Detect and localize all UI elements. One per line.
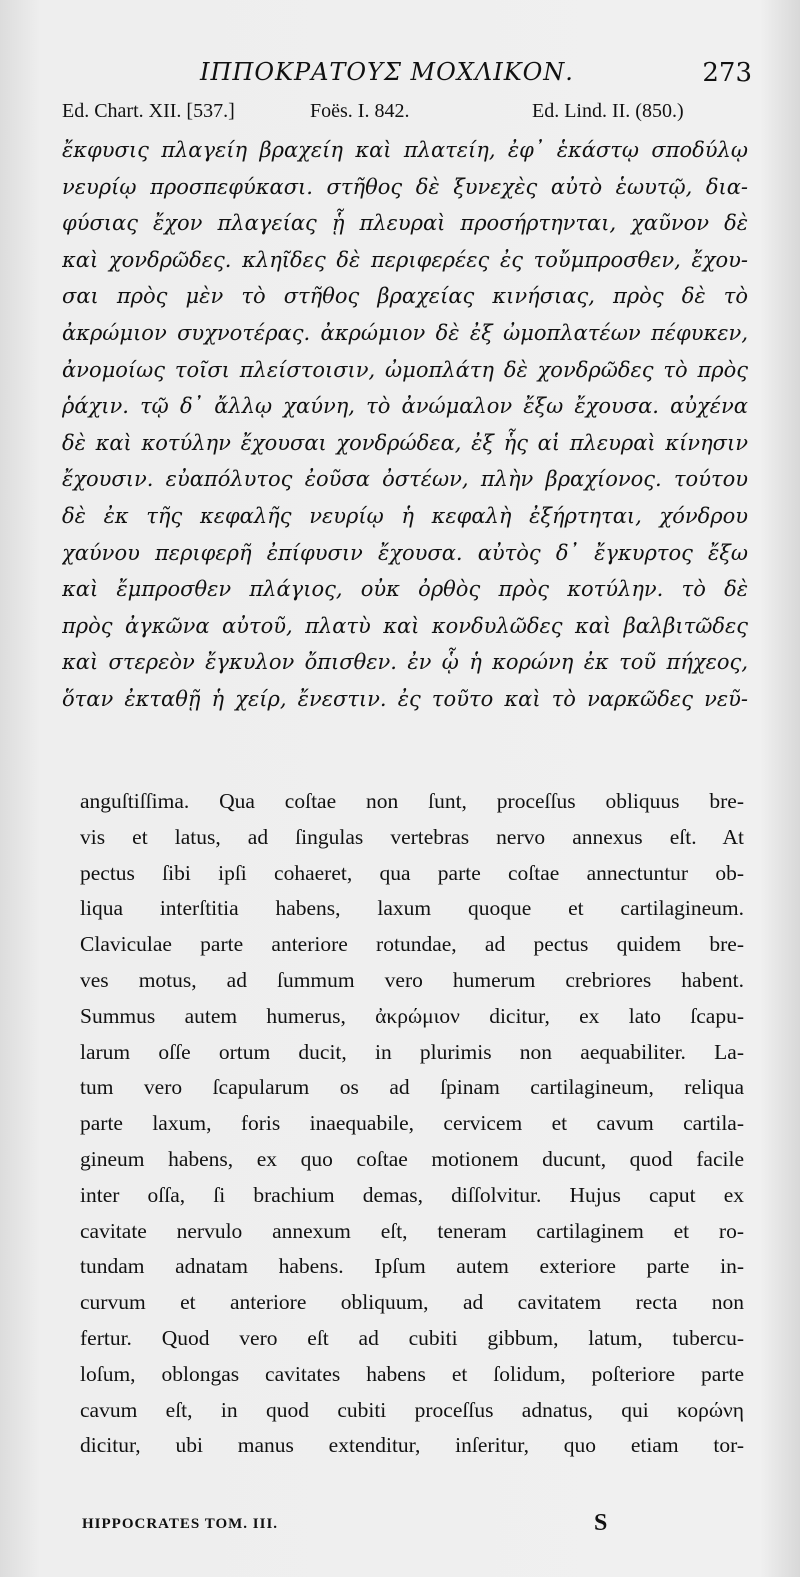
greek-line: δὲ καὶ κοτύλην ἔχουσαι χονδρώδεα, ἐξ ἧς αἱ πλευραὶ κίνησιν bbox=[62, 430, 748, 455]
signature-mark: S bbox=[594, 1510, 608, 1536]
latin-line: ves motus, ad ſummum vero humerum crebriores habent. bbox=[80, 967, 744, 992]
greek-line: ἔχουσιν. εὐαπόλυτος ἐοῦσα ὀστέων, πλὴν βραχίονος. τούτου bbox=[62, 467, 748, 492]
latin-line: curvum et anteriore obliquum, ad cavitatem recta non bbox=[80, 1290, 744, 1315]
latin-line: pectus ſibi ipſi cohaeret, qua parte coſtae annectuntur ob- bbox=[80, 860, 744, 885]
page-footer bbox=[82, 1512, 742, 1542]
latin-line: inter oſſa, ſi brachium demas, diſſolvitur. Hujus caput ex bbox=[80, 1182, 744, 1207]
running-title: ΙΠΠΟΚΡΑΤΟΥΣ ΜΟΧΛΙΚΟΝ. bbox=[200, 58, 574, 86]
greek-line: ῥάχιν. τῷ δ᾽ ἄλλῳ χαύνη, τὸ ἀνώμαλον ἔξω ἔχουσα. αὐχένα bbox=[62, 394, 748, 419]
greek-line: χαύνου περιφερῆ ἐπίφυσιν ἔχουσα. αὐτὸς δ᾽ ἔγκυρτος ἔξω bbox=[62, 540, 748, 565]
greek-text-block bbox=[62, 132, 748, 718]
latin-line: tundam adnatam habens. Ipſum autem exteriore parte in- bbox=[80, 1254, 744, 1279]
greek-line: φύσιας ἔχον πλαγείας ᾗ πλευραὶ προσήρτηνται, χαῦνον δὲ bbox=[62, 211, 748, 236]
edition-chart-ref: Ed. Chart. XII. [537.] bbox=[62, 100, 235, 122]
latin-line: larum oſſe ortum ducit, in plurimis non aequabiliter. La- bbox=[80, 1039, 744, 1064]
edition-references bbox=[62, 100, 762, 130]
greek-line: καὶ ἔμπροσθεν πλάγιος, οὐκ ὀρθὸς πρὸς κοτύλην. τὸ δὲ bbox=[62, 577, 748, 602]
latin-line: dicitur, ubi manus extenditur, inſeritur, quo etiam tor- bbox=[80, 1433, 744, 1458]
latin-line: anguſtiſſima. Qua coſtae non ſunt, proceſſus obliquus bre- bbox=[80, 789, 744, 813]
greek-line: καὶ χονδρῶδες. κληῖδες δὲ περιφερέες ἐς τοὔμπροσθεν, ἔχου- bbox=[62, 247, 748, 272]
latin-line: parte laxum, foris inaequabile, cervicem et cavum cartila- bbox=[80, 1111, 744, 1136]
greek-line: ἔκφυσις πλαγείη βραχείη καὶ πλατείη, ἐφ᾽ ἑκάστῳ σποδύλῳ bbox=[62, 138, 748, 162]
latin-line: loſum, oblongas cavitates habens et ſolidum, poſteriore parte bbox=[80, 1361, 744, 1386]
page-number: 273 bbox=[702, 58, 752, 88]
greek-line: σαι πρὸς μὲν τὸ στῆθος βραχείας κινήσιας, πρὸς δὲ τὸ bbox=[62, 284, 748, 309]
latin-text-block bbox=[80, 784, 744, 1464]
latin-line: vis et latus, ad ſingulas vertebras nervo annexus eſt. At bbox=[80, 824, 744, 849]
edition-foes-ref: Foës. I. 842. bbox=[310, 100, 410, 122]
latin-line: Summus autem humerus, ἀκρώμιον dicitur, ex lato ſcapu- bbox=[80, 1003, 744, 1028]
greek-line: καὶ στερεὸν ἔγκυλον ὄπισθεν. ἐν ᾧ ἡ κορώνη ἐκ τοῦ πήχεος, bbox=[62, 650, 748, 675]
greek-line: πρὸς ἀγκῶνα αὐτοῦ, πλατὺ καὶ κονδυλῶδες καὶ βαλβιτῶδες bbox=[62, 613, 748, 638]
latin-line: Claviculae parte anteriore rotundae, ad pectus quidem bre- bbox=[80, 932, 744, 957]
signature-line: HIPPOCRATES TOM. III. bbox=[82, 1516, 279, 1532]
greek-line: νευρίῳ προσπεφύκασι. στῆθος δὲ ξυνεχὲς αὐτὸ ἑωυτῷ, δια- bbox=[62, 174, 748, 199]
latin-line: gineum habens, ex quo coſtae motionem ducunt, quod facile bbox=[80, 1146, 744, 1171]
edition-lind-ref: Ed. Lind. II. (850.) bbox=[532, 100, 684, 122]
running-head bbox=[60, 52, 760, 92]
latin-line: fertur. Quod vero eſt ad cubiti gibbum, latum, tubercu- bbox=[80, 1325, 744, 1350]
latin-line: tum vero ſcapularum os ad ſpinam cartilagineum, reliqua bbox=[80, 1075, 744, 1100]
latin-line: liqua interſtitia habens, laxum quoque et cartilagineum. bbox=[80, 896, 744, 921]
latin-line: cavum eſt, in quod cubiti proceſſus adnatus, qui κορώνη bbox=[80, 1397, 744, 1422]
latin-line: cavitate nervulo annexum eſt, teneram cartilaginem et ro- bbox=[80, 1218, 744, 1243]
greek-line: ὅταν ἐκταθῇ ἡ χείρ, ἔνεστιν. ἐς τοῦτο καὶ τὸ ναρκῶδες νεῦ- bbox=[62, 686, 748, 711]
greek-line: ἀνομοίως τοῖσι πλείστοισιν, ὠμοπλάτη δὲ χονδρῶδες τὸ πρὸς bbox=[62, 357, 748, 382]
greek-line: ἀκρώμιον συχνοτέρας. ἀκρώμιον δὲ ἐξ ὠμοπλατέων πέφυκεν, bbox=[62, 320, 748, 345]
greek-line: δὲ ἐκ τῆς κεφαλῆς νευρίῳ ἡ κεφαλὴ ἐξήρτηται, χόνδρου bbox=[62, 503, 748, 528]
